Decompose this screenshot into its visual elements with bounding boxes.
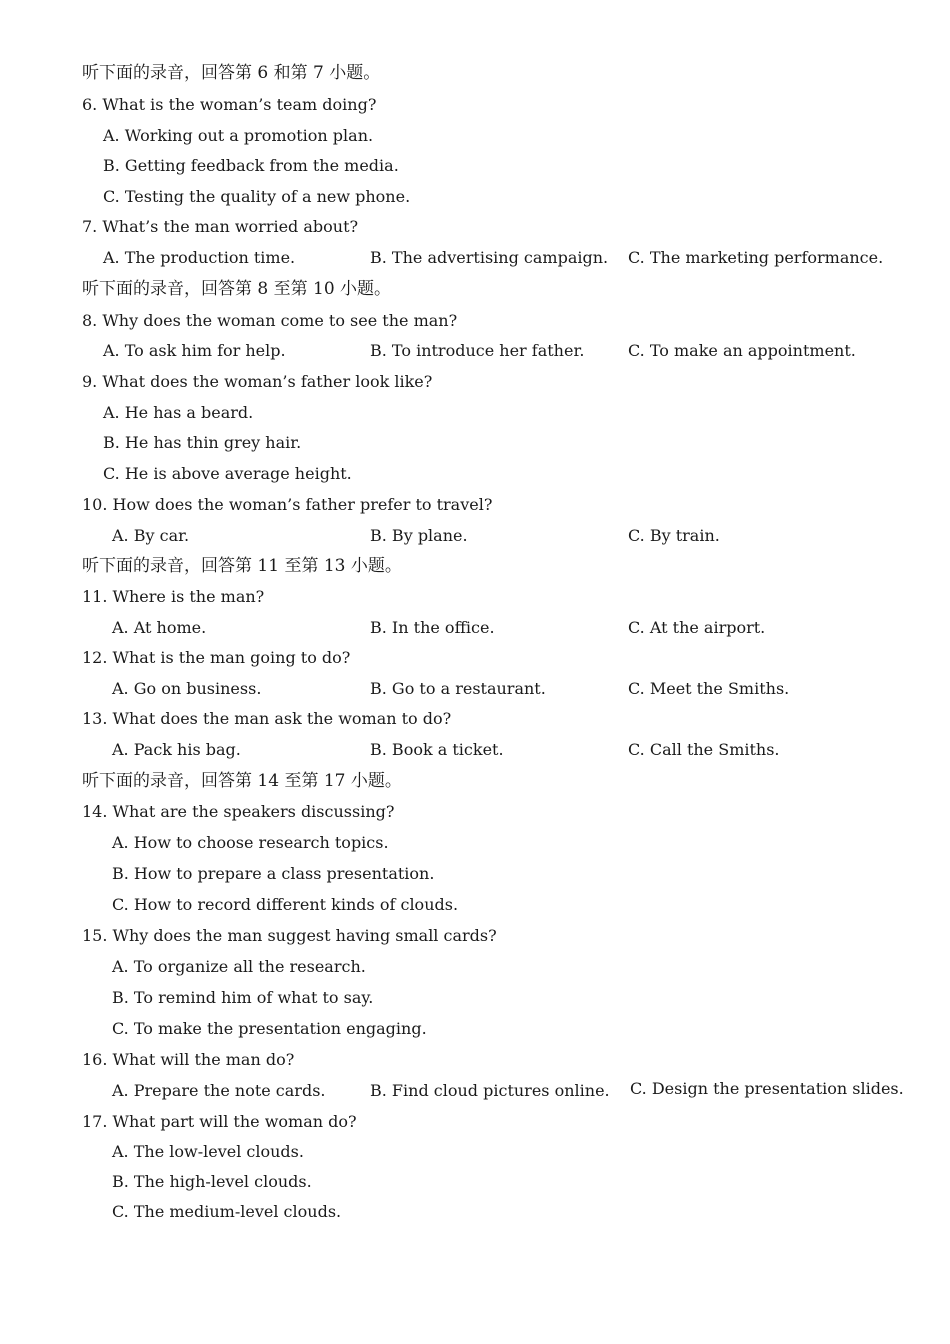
option-b: B. Find cloud pictures online. [370, 1081, 610, 1100]
option-c: C. By train. [628, 526, 720, 545]
option-b: B. How to prepare a class presentation. [112, 864, 435, 883]
option-b: B. Go to a restaurant. [370, 679, 546, 698]
question-stem: 14. What are the speakers discussing? [82, 802, 395, 821]
option-c: C. The medium-level clouds. [112, 1202, 342, 1221]
option-a: A. The low-level clouds. [112, 1142, 304, 1161]
option-b: B. In the office. [370, 618, 495, 637]
option-c: C. The marketing performance. [628, 248, 884, 267]
option-a: A. Prepare the note cards. [112, 1081, 326, 1100]
option-c: C. Design the presentation slides. [630, 1079, 904, 1098]
question-stem: 11. Where is the man? [82, 587, 265, 606]
question-stem: 9. What does the woman’s father look like? [82, 372, 433, 391]
question-stem: 13. What does the man ask the woman to do? [82, 709, 452, 728]
option-c: C. Meet the Smiths. [628, 679, 790, 698]
option-b: B. The advertising campaign. [370, 248, 609, 267]
option-c: C. At the airport. [628, 618, 766, 637]
option-b: B. The high-level clouds. [112, 1172, 312, 1191]
question-stem: 6. What is the woman’s team doing? [82, 95, 377, 114]
question-stem: 8. Why does the woman come to see the man? [82, 311, 458, 330]
option-a: A. Go on business. [112, 679, 262, 698]
option-c: C. How to record different kinds of clouds. [112, 895, 459, 914]
option-b: B. Getting feedback from the media. [103, 156, 399, 175]
option-a: A. Working out a promotion plan. [103, 126, 374, 145]
section-heading: 听下面的录音，回答第 6 和第 7 小题。 [82, 63, 381, 83]
section-heading: 听下面的录音，回答第 8 至第 10 小题。 [82, 279, 392, 299]
option-a: A. How to choose research topics. [112, 833, 389, 852]
question-stem: 12. What is the man going to do? [82, 648, 351, 667]
question-stem: 7. What’s the man worried about? [82, 217, 359, 236]
option-b: B. To introduce her father. [370, 341, 585, 360]
option-a: A. By car. [112, 526, 190, 545]
option-b: B. Book a ticket. [370, 740, 504, 759]
option-c: C. He is above average height. [103, 464, 352, 483]
option-a: A. To ask him for help. [103, 341, 286, 360]
option-a: A. Pack his bag. [112, 740, 241, 759]
option-a: A. To organize all the research. [112, 957, 366, 976]
question-stem: 15. Why does the man suggest having small cards? [82, 926, 497, 945]
option-b: B. To remind him of what to say. [112, 988, 374, 1007]
section-heading: 听下面的录音，回答第 11 至第 13 小题。 [82, 556, 402, 576]
question-stem: 10. How does the woman’s father prefer to travel? [82, 495, 493, 514]
option-a: A. At home. [112, 618, 207, 637]
option-c: C. To make the presentation engaging. [112, 1019, 427, 1038]
option-a: A. He has a beard. [103, 403, 254, 422]
option-c: C. Testing the quality of a new phone. [103, 187, 411, 206]
option-c: C. To make an appointment. [628, 341, 856, 360]
option-b: B. By plane. [370, 526, 468, 545]
option-b: B. He has thin grey hair. [103, 433, 302, 452]
option-a: A. The production time. [103, 248, 296, 267]
question-stem: 17. What part will the woman do? [82, 1112, 357, 1131]
question-stem: 16. What will the man do? [82, 1050, 295, 1069]
option-c: C. Call the Smiths. [628, 740, 780, 759]
section-heading: 听下面的录音，回答第 14 至第 17 小题。 [82, 771, 402, 791]
